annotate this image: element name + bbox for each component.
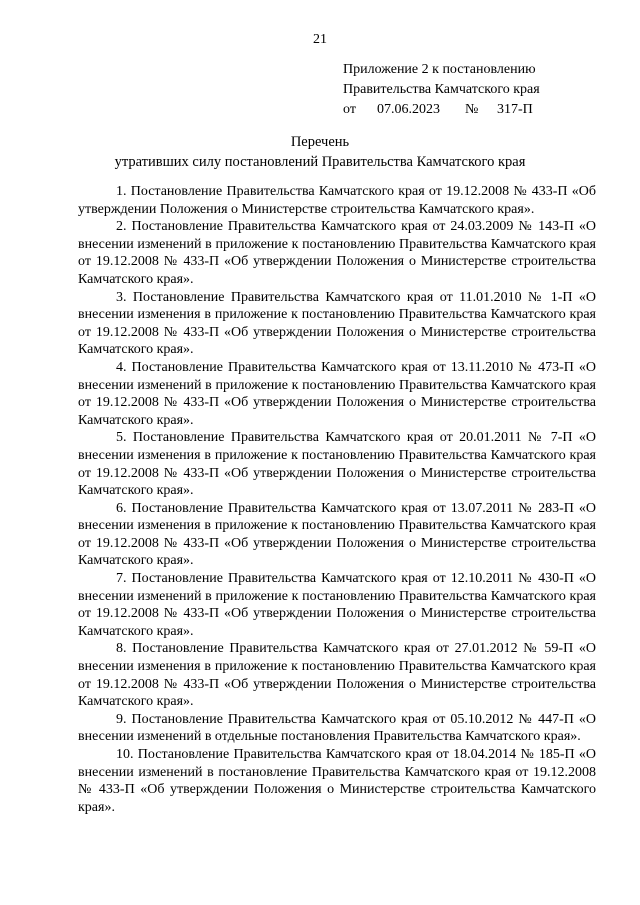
list-item: 10. Постановление Правительства Камчатского края от 18.04.2014 № 185-П «О внесении изменений в постановление Правительства Камчатского края от 19.12.2008 № 433-П «Об утверждении Положения о Министерстве строительства Камчатского края». (78, 747, 596, 815)
resolution-number: 317-П (497, 102, 533, 117)
list-item: 7. Постановление Правительства Камчатского края от 12.10.2011 № 430-П «О внесении изменений в приложение к постановлению Правительства Камчатского края от 19.12.2008 № 433-П «Об утверждении Положения о Министерстве строительства Камчатского края». (78, 571, 596, 639)
list-item: 1. Постановление Правительства Камчатского края от 19.12.2008 № 433-П «Об утверждении Положения о Министерстве строительства Камчатского края». (78, 184, 596, 217)
appendix-header (343, 60, 603, 120)
list-item: 6. Постановление Правительства Камчатского края от 13.07.2011 № 283-П «О внесении изменения в приложение к постановлению Правительства Камчатского края от 19.12.2008 № 433-П «Об утверждении Положения о Министерстве строительства Камчатского края». (78, 500, 596, 569)
document-title (0, 132, 640, 172)
resolutions-list (78, 183, 596, 816)
list-item: 3. Постановление Правительства Камчатского края от 11.01.2010 № 1-П «О внесении изменения в приложение к постановлению Правительства Камчатского края от 19.12.2008 № 433-П «Об утверждении Положения о Министерстве строительства Камчатского края». (78, 289, 596, 358)
appendix-line-1: Приложение 2 к постановлению (343, 62, 536, 77)
page-number: 21 (313, 32, 327, 47)
title-line-2: утративших силу постановлений Правительства Камчатского края (114, 154, 526, 170)
title-line-1: Перечень (290, 134, 350, 150)
list-item: 2. Постановление Правительства Камчатского края от 24.03.2009 № 143-П «О внесении изменений в приложение к постановлению Правительства Камчатского края от 19.12.2008 № 433-П «Об утверждении Положения о Министерстве строительства Камчатского края». (78, 219, 596, 287)
resolution-date: 07.06.2023 (377, 102, 440, 117)
appendix-date-line (343, 100, 603, 120)
list-item: 8. Постановление Правительства Камчатского края от 27.01.2012 № 59-П «О внесении изменения в приложение к постановлению Правительства Камчатского края от 19.12.2008 № 433-П «Об утверждении Положения о Министерстве строительства Камчатского края». (78, 641, 596, 710)
appendix-line-2: Правительства Камчатского края (343, 82, 540, 97)
list-item: 9. Постановление Правительства Камчатского края от 05.10.2012 № 447-П «О внесении изменений в отдельные постановления Правительства Камчатского края». (78, 711, 596, 745)
number-sign: № (465, 102, 479, 117)
list-item: 4. Постановление Правительства Камчатского края от 13.11.2010 № 473-П «О внесении изменений в приложение к постановлению Правительства Камчатского края от 19.12.2008 № 433-П «Об утверждении Положения о Министерстве строительства Камчатского края». (78, 359, 596, 428)
list-item: 5. Постановление Правительства Камчатского края от 20.01.2011 № 7-П «О внесении изменения в приложение к постановлению Правительства Камчатского края от 19.12.2008 № 433-П «Об утверждении Положения о Министерстве строительства Камчатского края». (78, 430, 596, 499)
from-label: от (343, 102, 356, 117)
